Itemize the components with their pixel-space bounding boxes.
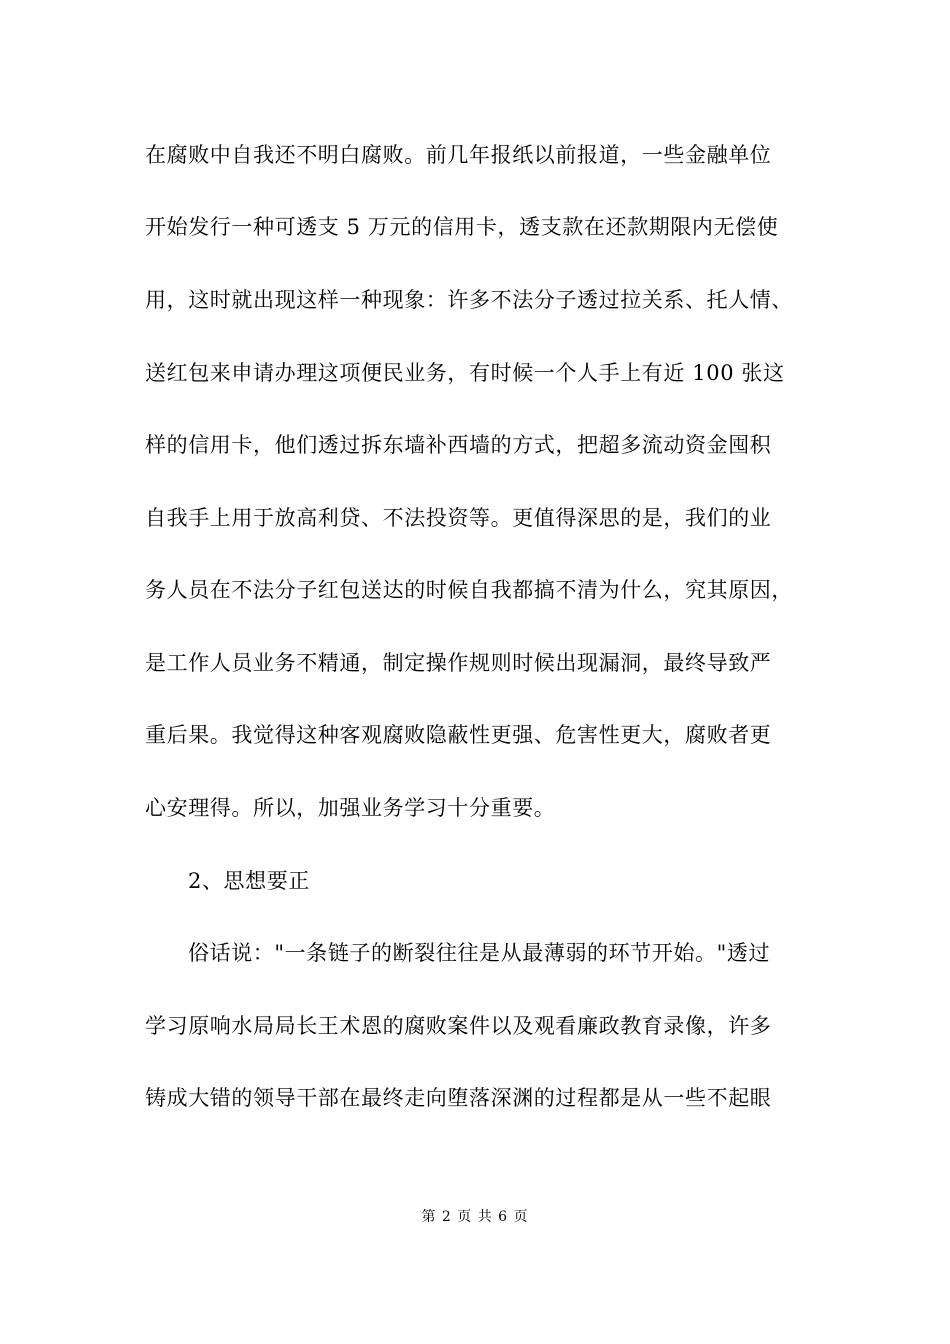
text-line-10: 心安理得。所以，加强业务学习十分重要。 <box>145 796 556 820</box>
text-line-2: 开始发行一种可透支 5 万元的信用卡，透支款在还款期限内无偿使 <box>145 215 779 239</box>
section-heading: 2、思想要正 <box>188 869 310 893</box>
text-line-1: 在腐败中自我还不明白腐败。前几年报纸以前报道，一些金融单位 <box>145 143 772 167</box>
text-line-6: 自我手上用于放高利贷、不法投资等。更值得深思的是，我们的业 <box>145 506 772 530</box>
text-line-14: 铸成大错的领导干部在最终走向堕落深渊的过程都是从一些不起眼 <box>145 1086 772 1110</box>
text-line-9: 重后果。我觉得这种客观腐败隐蔽性更强、危害性更大，腐败者更 <box>145 723 772 747</box>
text-line-4: 送红包来申请办理这项便民业务，有时候一个人手上有近 100 张这 <box>145 361 785 385</box>
page-number-footer: 第 2 页 共 6 页 <box>421 1209 529 1225</box>
text-line-13: 学习原响水局局长王术恩的腐败案件以及观看廉政教育录像，许多 <box>145 1014 772 1038</box>
text-line-12: 俗话说："一条链子的断裂往往是从最薄弱的环节开始。"透过 <box>188 941 771 965</box>
text-line-3: 用，这时就出现这样一种现象：许多不法分子透过拉关系、托人情、 <box>145 288 793 312</box>
text-line-8: 是工作人员业务不精通，制定操作规则时候出现漏洞，最终导致严 <box>145 651 772 675</box>
text-line-5: 样的信用卡，他们透过拆东墙补西墙的方式，把超多流动资金囤积 <box>145 433 772 457</box>
text-line-7: 务人员在不法分子红包送达的时候自我都搞不清为什么，究其原因， <box>145 578 793 602</box>
